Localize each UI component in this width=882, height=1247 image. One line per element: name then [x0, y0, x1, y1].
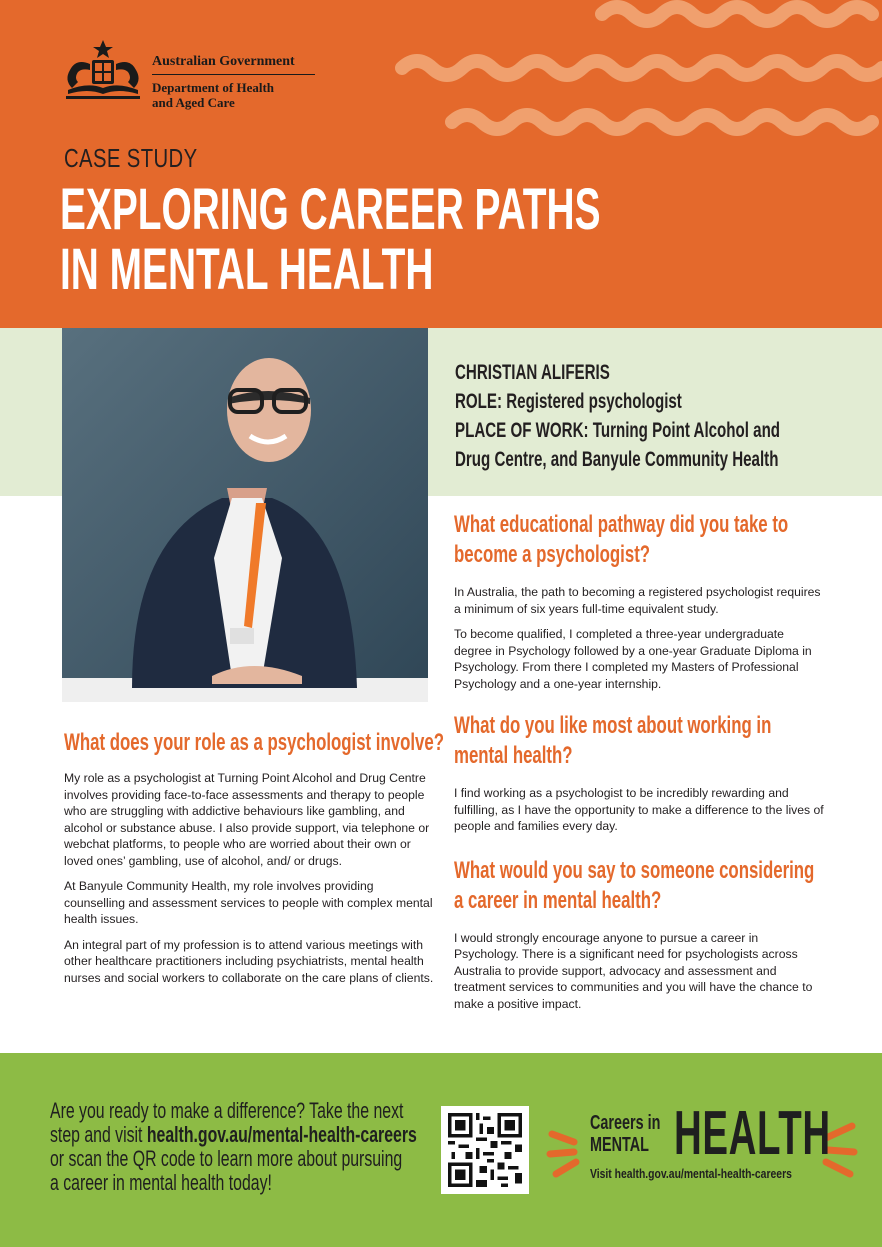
gov-name: Australian Government — [152, 54, 315, 75]
person-workplace-line1: PLACE OF WORK: Turning Point Alcohol and — [455, 419, 781, 442]
advice-paragraph-1: I would strongly encourage anyone to pursue a career in Psychology. There is a significant need for psychologists across Australia to provide support, advocacy and assessment and treatment services to communities and you will have the chance to make a positive impact. — [454, 930, 813, 1011]
careers-in-mental-health-logo — [546, 1099, 858, 1188]
kicker: CASE STUDY — [64, 143, 198, 173]
department-name: Department of Health and Aged Care — [152, 80, 275, 110]
person-workplace-line2: Drug Centre, and Banyule Community Health — [455, 448, 779, 471]
qr-code-icon[interactable] — [441, 1106, 529, 1194]
role-paragraph-2: At Banyule Community Health, my role involves providing counselling and assessment services to people with complex mental health issues. — [64, 879, 433, 926]
page-title: EXPLORING CAREER PATHS IN MENTAL HEALTH — [60, 177, 601, 302]
like-paragraph-1: I find working as a psychologist to be incredibly rewarding and fulfilling, as I have the opportunity to make a difference to the lives of people and families every day. — [454, 786, 824, 833]
call-to-action: Are you ready to make a difference? Take the next step and visit health.gov.au/mental-health-careers or scan the QR code to learn more about pursuing a career in mental health today! — [50, 1098, 417, 1195]
pathway-paragraph-1: In Australia, the path to becoming a registered psychologist requires a minimum of six years full-time equivalent study. — [454, 585, 821, 616]
section-heading-advice: What would you say to someone considering a career in mental health? — [454, 856, 815, 914]
role-paragraph-3: An integral part of my profession is to attend various meetings with other healthcare practitioners including psychiatrists, mental health nurses and social workers to collaborate on the care plans of clients. — [64, 937, 434, 985]
brand-text-small: Careers in MENTAL — [590, 1112, 661, 1156]
person-name: CHRISTIAN ALIFERIS — [455, 361, 610, 384]
brand-url[interactable]: Visit health.gov.au/mental-health-careers — [590, 1166, 792, 1181]
section-heading-pathway: What educational pathway did you take to become a psychologist? — [454, 511, 789, 568]
section-heading-role: What does your role as a psychologist involve? — [64, 729, 444, 756]
pathway-paragraph-2: To become qualified, I completed a three-year undergraduate degree in Psychology followed by a one-year Graduate Diploma in Psychology. From there I completed my Masters of Professional Psychology and a one-year internship. — [454, 627, 812, 691]
coat-of-arms-icon — [60, 38, 146, 100]
left-column — [64, 728, 444, 995]
brand-text-health: HEALTH — [674, 1099, 831, 1168]
header-banner — [0, 0, 882, 328]
wave-pattern — [392, 0, 882, 150]
government-logo — [60, 38, 320, 110]
right-column — [454, 510, 824, 1021]
portrait-photo — [62, 328, 428, 702]
section-heading-like: What do you like most about working in mental health? — [454, 712, 772, 769]
person-role: ROLE: Registered psychologist — [455, 390, 682, 413]
profile-details — [455, 358, 865, 474]
careers-link[interactable]: health.gov.au/mental-health-careers — [146, 1122, 417, 1147]
role-paragraph-1: My role as a psychologist at Turning Point Alcohol and Drug Centre involves providing face-to-face assessments and therapy to people who are struggling with addictive behaviours like gambling, and alcohol or substance abuse. I also provide support, via telephone or webchat platforms, to people who are worried about their own or loved ones’ gambling, use of alcohol, and/ or drugs. — [64, 771, 430, 868]
